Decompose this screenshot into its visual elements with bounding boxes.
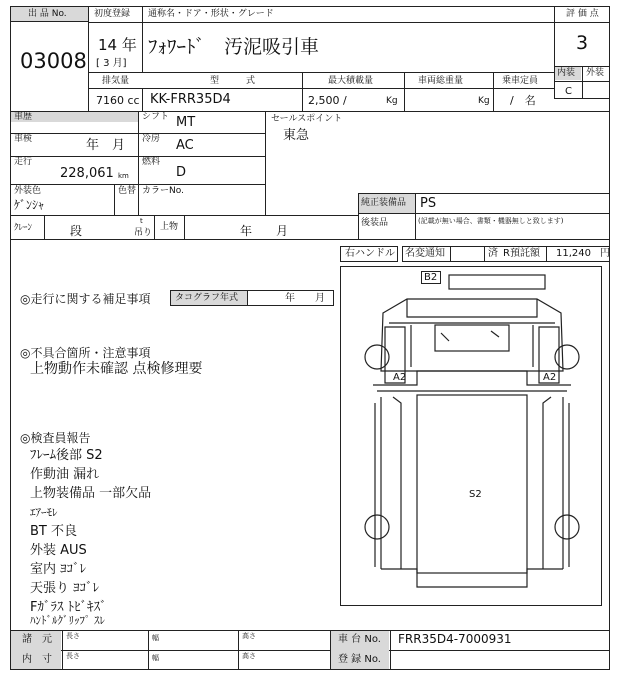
inspector-line: BT 不良 [30,524,77,539]
first-reg-month: [ 3 月] [96,58,127,69]
recycle-label: R預託額 [503,248,540,259]
lot-number: 03008 [20,49,87,73]
color-no-label: カラーNo. [142,186,184,196]
model-code: KK-FRR35D4 [150,92,231,107]
tacho-label: タコグラフ年式 [175,293,239,303]
crane-stage: 段 [70,224,83,238]
max-load-value: 2,500 / [308,94,347,107]
inspector-line: 作動油 漏れ [30,467,100,482]
width-label-2: 幅 [152,654,159,662]
gvw-label: 車両総重量 [418,76,464,86]
damage-mark-right: A2 [543,372,557,383]
mileage-value: 228,061 [60,166,114,181]
ext-color-label: 外装色 [14,186,42,196]
defects-title: ◎不具合箇所・注意事項 [20,346,151,360]
displacement-label: 排気量 [102,76,130,86]
type-label: 型 式 [210,76,256,86]
name-change-label: 名変通知 [405,248,445,259]
fuel-label: 燃料 [142,157,161,167]
inspector-line: 室内 ﾖｺﾞﾚ [30,562,87,577]
border-bottom [10,669,610,670]
history-label: 車歴 [14,112,33,122]
running-notes-title: ◎走行に関する補足事項 [20,292,151,306]
kg-unit-1: Kg [386,96,398,106]
ac-value: AC [176,138,194,153]
damage-mark-left: A2 [393,372,407,383]
defects-text: 上物動作未確認 点検修理要 [30,361,203,377]
spec-label: 諸 元 [22,634,52,645]
displacement-value: 7160 cc [96,94,140,107]
length-label-2: 長さ [66,652,80,660]
width-label: 幅 [152,634,159,642]
fuel-value: D [176,165,187,180]
crane-ton: t [140,217,143,225]
height-label: 高さ [242,632,256,640]
inspector-title: ◎検査員報告 [20,431,91,445]
inspector-line: ﾊﾝﾄﾞﾙｸﾞﾘｯﾌﾟ ｽﾚ [30,614,105,627]
aftermarket-label: 後装品 [361,218,389,228]
inspector-line: Fｶﾞﾗｽ ﾄﾋﾞｷｽﾞ [30,600,107,615]
max-load-label: 最大積載量 [328,76,374,86]
inspector-line: 天張り ﾖｺﾞﾚ [30,581,100,596]
chassis-number: FRR35D4-7000931 [398,632,512,646]
vehicle-diagram [340,266,602,606]
body-value: 年 月 [240,224,289,238]
truck-outline-icon [341,267,601,605]
color-change-label: 色替 [118,186,137,196]
reg-label: 登 録 No. [338,654,381,665]
yen-unit: 円 [600,248,610,259]
mileage-label: 走行 [14,157,33,167]
first-reg-label: 初度登録 [94,9,131,19]
crane-label: ｸﾚｰﾝ [14,223,33,233]
border-left [10,6,11,670]
inspection-label: 車検 [14,134,33,144]
car-name: ﾌｫﾜｰﾄﾞ 汚泥吸引車 [148,36,320,58]
exterior-label: 外装 [586,68,605,78]
inspector-line: 上物装備品 一部欠品 [30,486,152,501]
genuine-equipment-value: PS [420,196,437,211]
score-label: 評 価 点 [566,9,599,19]
interior-label: 内装 [557,68,576,78]
capacity-value: / 名 [510,94,536,107]
aftermarket-note: (記載が無い場合、書類・機器無しと致します) [418,217,564,225]
interior-grade: C [565,86,572,97]
name-change-value: 済 [488,248,498,259]
ext-color-value: ｹﾞﾝｼｬ [14,198,45,212]
genuine-equipment-label: 純正装備品 [361,198,407,208]
model-label: 通称名・ドア・形状・グレード [148,9,274,19]
inspector-line: ｴｱｰﾓﾚ [30,506,58,519]
shift-value: MT [176,115,196,130]
lot-label: 出 品 No. [28,9,67,19]
kg-unit-2: Kg [478,96,490,106]
inspector-line: ﾌﾚｰﾑ後部 S2 [30,448,103,463]
tacho-value: 年 月 [285,293,325,304]
body-label: 上物 [160,222,179,232]
inspector-line: 外装 AUS [30,543,87,558]
recycle-value: 11,240 [556,248,591,259]
sales-point-text: 東急 [283,128,310,143]
length-label: 長さ [66,632,80,640]
chassis-label: 車 台 No. [338,634,381,645]
damage-mark-body: S2 [469,489,482,500]
first-reg-year: 14 年 [98,36,137,54]
border-top [10,6,610,7]
height-label-2: 高さ [242,652,256,660]
km-unit: km [118,172,129,180]
capacity-label: 乗車定員 [502,76,539,86]
crane-hang: 吊り [134,228,153,238]
ac-label: 冷房 [142,134,161,144]
dims-label: 内 寸 [22,654,52,665]
rhd-label: 右ハンドル [345,248,395,259]
sales-point-label: セールスポイント [271,114,343,124]
damage-mark-front: B2 [424,272,438,283]
score-value: 3 [576,32,589,54]
border-right [609,6,610,670]
inspection-value: 年 月 [86,138,126,153]
shift-label: シフト [142,112,170,122]
